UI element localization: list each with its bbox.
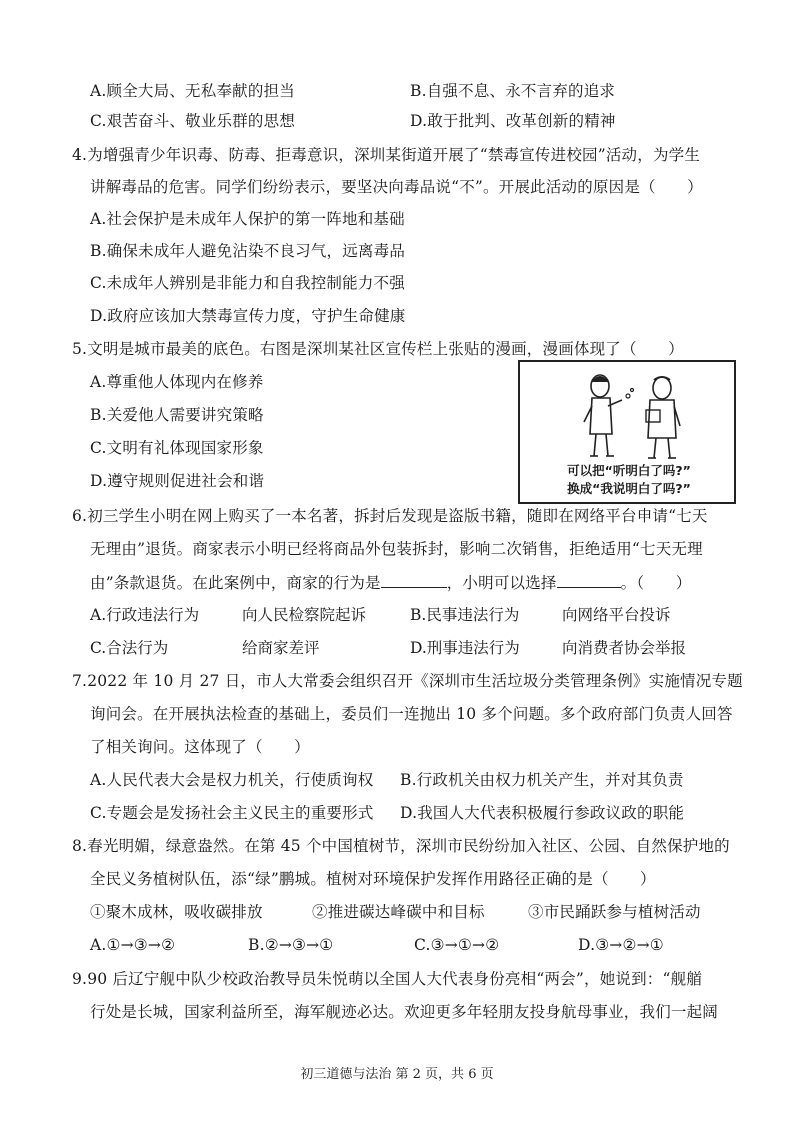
q6-option-d-action: 向消费者协会举报 [562, 639, 687, 657]
q6-stem-part-b: ，小明可以选择 [446, 574, 557, 592]
q6-option-d: D.刑事违法行为 [410, 639, 520, 657]
q7-stem-line-1: 7.2022 年 10 月 27 日，市人大常委会组织召开《深圳市生活垃圾分类管理条例》实施情况专题 [72, 672, 743, 690]
q8-stem-line-1: 8.春光明媚，绿意盎然。在第 45 个中国植树节，深圳市民纷纷加入社区、公园、自然保护地的 [72, 837, 730, 855]
q6-option-c: C.合法行为 [90, 639, 169, 657]
q5-cartoon-image [518, 360, 736, 504]
q5-option-c: C.文明有礼体现国家形象 [90, 439, 264, 457]
q6-option-b-action: 向网络平台投诉 [562, 606, 671, 624]
q7-option-b: B.行政机关由权力机关产生，并对其负责 [400, 771, 684, 789]
q8-stem-line-2: 全民义务植树队伍，添“绿”鹏城。植树对环境保护发挥作用路径正确的是（ ） [90, 870, 656, 888]
q7-stem-line-2: 询问会。在开展执法检查的基础上，委员们一连抛出 10 多个问题。多个政府部门负责人回答 [90, 705, 733, 723]
q6-stem-part-c: 。（ ） [620, 574, 692, 592]
q4-option-a: A.社会保护是未成年人保护的第一阵地和基础 [90, 210, 405, 228]
q8-item-1: ①聚木成林，吸收碳排放 [90, 903, 263, 921]
q6-option-a-action: 向人民检察院起诉 [242, 606, 367, 624]
q5-stem: 5.文明是城市最美的底色。右图是深圳某社区宣传栏上张贴的漫画，漫画体现了（ ） [72, 340, 684, 358]
q9-stem-line-2: 行处是长城，国家利益所至，海军舰迹必达。欢迎更多年轻朋友投身航母事业，我们一起阔 [90, 1003, 719, 1021]
q9-stem-line-1: 9.90 后辽宁舰中队少校政治教导员朱悦萌以全国人大代表身份亮相“两会”，她说到：“舰艏 [72, 970, 703, 988]
q6-stem-line-3 [90, 571, 691, 594]
q4-option-d: D.政府应该加大禁毒宣传力度，守护生命健康 [90, 307, 406, 325]
q8-item-2: ②推进碳达峰碳中和目标 [312, 903, 485, 921]
q3-option-d: D.敢于批判、改革创新的精神 [410, 112, 616, 130]
q7-option-a: A.人民代表大会是权力机关，行使质询权 [90, 771, 374, 789]
q3-option-b: B.自强不息、永不言弃的追求 [410, 82, 616, 100]
q6-option-a: A.行政违法行为 [90, 606, 200, 624]
q6-option-b: B.民事违法行为 [410, 606, 520, 624]
q8-option-b: B.②→③→① [248, 936, 334, 954]
q4-stem-line-2: 讲解毒品的危害。同学们纷纷表示，要坚决向毒品说“不”。开展此活动的原因是（ ） [90, 178, 703, 196]
q8-option-a: A.①→③→② [90, 936, 176, 954]
q3-option-c: C.艰苦奋斗、敬业乐群的思想 [90, 112, 296, 130]
cartoon-caption-line-2: 换成“我说明白了吗?” [567, 481, 691, 496]
q5-option-b: B.关爱他人需要讲究策略 [90, 406, 264, 424]
q6-option-c-action: 给商家差评 [242, 639, 320, 657]
answer-blank-1 [381, 571, 447, 588]
q6-stem-line-1: 6.初三学生小明在网上购买了一本名著，拆封后发现是盗版书籍，随即在网络平台申请“七天 [72, 507, 708, 525]
q3-option-a: A.顾全大局、无私奉献的担当 [90, 82, 295, 100]
q8-item-3: ③市民踊跃参与植树活动 [528, 903, 701, 921]
q4-option-c: C.未成年人辨别是非能力和自我控制能力不强 [90, 274, 405, 292]
cartoon-caption-line-1: 可以把“听明白了吗?” [567, 463, 691, 478]
q6-stem-part-a: 由”条款退货。在此案例中，商家的行为是 [90, 574, 381, 592]
q5-option-a: A.尊重他人体现内在修养 [90, 373, 264, 391]
answer-blank-2 [557, 571, 621, 588]
q7-option-c: C.专题会是发扬社会主义民主的重要形式 [90, 804, 374, 822]
q5-option-d: D.遵守规则促进社会和谐 [90, 472, 265, 490]
q6-stem-line-2: 无理由”退货。商家表示小明已经将商品外包装拆封，影响二次销售，拒绝适用“七天无理 [90, 540, 703, 558]
q4-stem-line-1: 4.为增强青少年识毒、防毒、拒毒意识，深圳某街道开展了“禁毒宣传进校园”活动，为学生 [72, 146, 701, 164]
q7-stem-line-3: 了相关询问。这体现了（ ） [90, 738, 310, 756]
page-footer: 初三道德与法治 第 2 页，共 6 页 [300, 1067, 494, 1082]
q8-option-d: D.③→②→① [578, 936, 664, 954]
q7-option-d: D.我国人大代表积极履行参政议政的职能 [400, 804, 685, 822]
q4-option-b: B.确保未成年人避免沾染不良习气，远离毒品 [90, 242, 406, 260]
q8-option-c: C.③→①→② [414, 936, 500, 954]
